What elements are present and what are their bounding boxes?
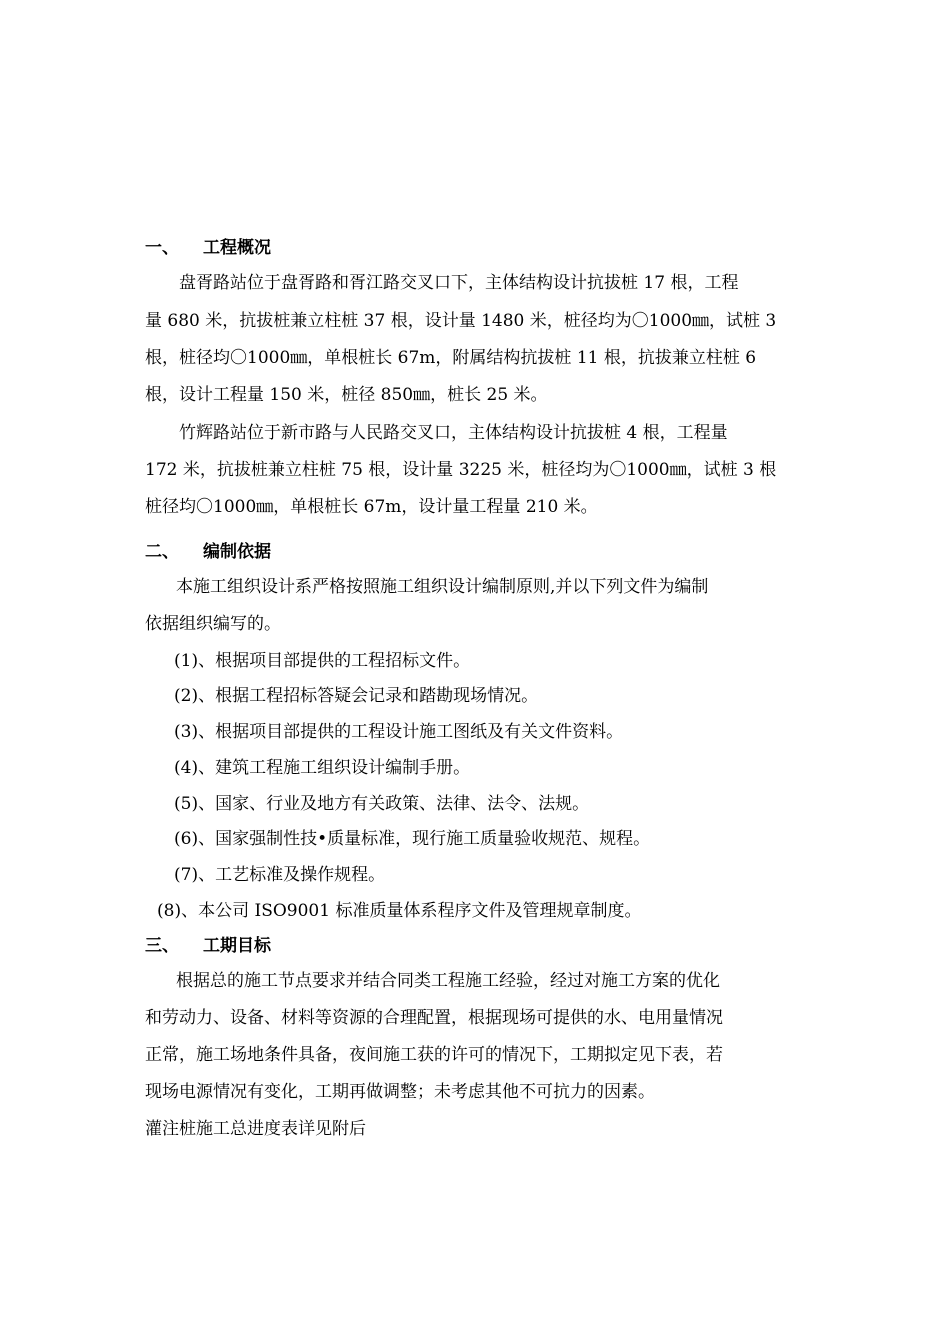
paragraph-line: 正常，施工场地条件具备，夜间施工获的许可的情况下，工期拟定见下表，若 <box>145 1045 723 1065</box>
list-item: (2)、根据工程招标答疑会记录和踏勘现场情况。 <box>174 686 539 706</box>
paragraph-line: 盘胥路站位于盘胥路和胥江路交叉口下，主体结构设计抗拔桩 17 根，工程 <box>179 273 739 293</box>
paragraph-line: 本施工组织设计系严格按照施工组织设计编制原则,并以下列文件为编制 <box>176 577 709 597</box>
list-item: (7)、工艺标准及操作规程。 <box>174 865 386 885</box>
list-item: (4)、建筑工程施工组织设计编制手册。 <box>174 758 471 778</box>
paragraph-line: 竹辉路站位于新市路与人民路交叉口，主体结构设计抗拔桩 4 根，工程量 <box>179 423 728 443</box>
paragraph-line: 根，桩径均〇1000㎜，单根桩长 67m，附属结构抗拔桩 11 根，抗拔兼立柱桩 6 <box>145 348 757 368</box>
paragraph-line: 量 680 米，抗拔桩兼立柱桩 37 根，设计量 1480 米，桩径均为〇1000㎜，试桩 3 <box>145 311 777 331</box>
list-item: (5)、国家、行业及地方有关政策、法律、法令、法规。 <box>174 794 590 814</box>
paragraph-line: 桩径均〇1000㎜，单根桩长 67m，设计量工程量 210 米。 <box>145 497 598 517</box>
section-heading-1 <box>145 238 271 258</box>
list-item: (6)、国家强制性技•质量标准，现行施工质量验收规范、规程。 <box>174 829 651 849</box>
paragraph-line: 灌注桩施工总进度表详见附后 <box>145 1119 366 1139</box>
paragraph-line: 根，设计工程量 150 米，桩径 850㎜，桩长 25 米。 <box>145 385 548 405</box>
section-number: 二、 <box>145 542 179 562</box>
section-number: 一、 <box>145 238 179 258</box>
list-item: (3)、根据项目部提供的工程设计施工图纸及有关文件资料。 <box>174 722 624 742</box>
paragraph-line: 依据组织编写的。 <box>145 614 281 634</box>
section-number: 三、 <box>145 936 179 956</box>
paragraph-line: 和劳动力、设备、材料等资源的合理配置，根据现场可提供的水、电用量情况 <box>145 1008 723 1028</box>
section-title: 工期目标 <box>203 936 271 956</box>
paragraph-line: 根据总的施工节点要求并结合同类工程施工经验，经过对施工方案的优化 <box>176 971 720 991</box>
section-title: 工程概况 <box>203 238 271 258</box>
list-item: (8)、本公司 ISO9001 标准质量体系程序文件及管理规章制度。 <box>157 901 642 921</box>
section-title: 编制依据 <box>203 542 271 562</box>
section-heading-3 <box>145 936 271 956</box>
paragraph-line: 现场电源情况有变化，工期再做调整；未考虑其他不可抗力的因素。 <box>145 1082 655 1102</box>
section-heading-2 <box>145 542 271 562</box>
list-item: (1)、根据项目部提供的工程招标文件。 <box>174 651 471 671</box>
paragraph-line: 172 米，抗拔桩兼立柱桩 75 根，设计量 3225 米，桩径均为〇1000㎜，试桩 3 根 <box>145 460 777 480</box>
